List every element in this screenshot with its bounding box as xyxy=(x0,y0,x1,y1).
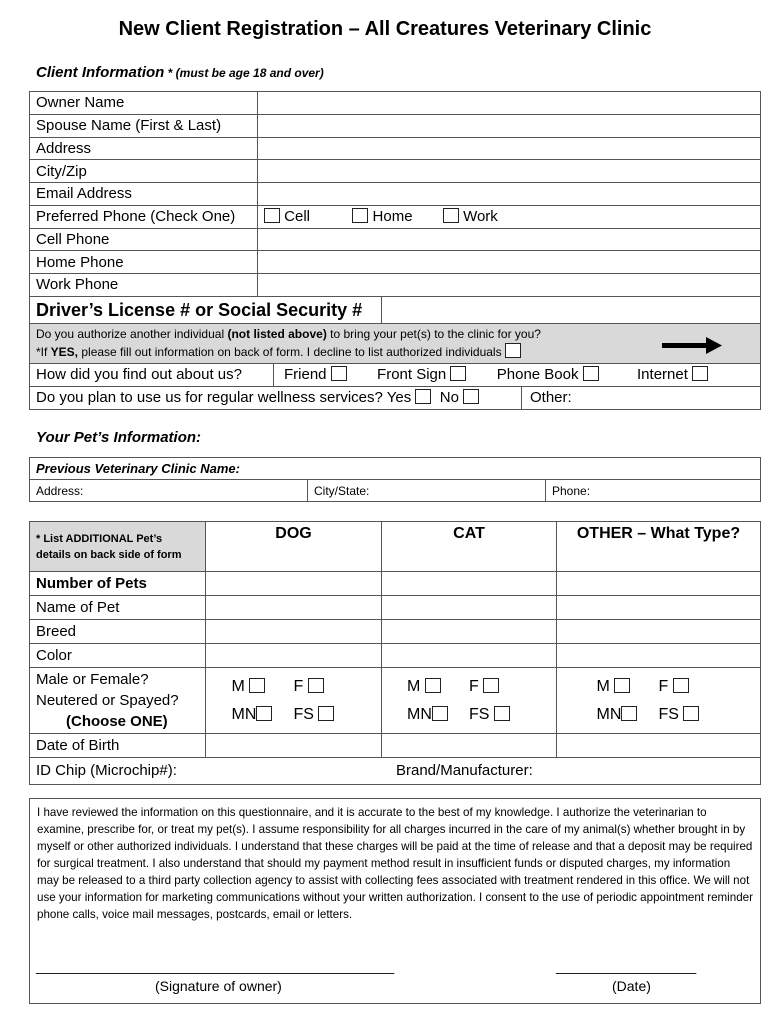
cat-color-field[interactable] xyxy=(382,644,557,668)
form-title: New Client Registration – All Creatures Veterinary Clinic xyxy=(118,18,652,40)
spouse-name-field[interactable] xyxy=(258,114,761,137)
find-us-question: How did you find out about us? xyxy=(30,364,274,386)
column-header-other: OTHER – What Type? xyxy=(557,522,761,572)
dog-name-field[interactable] xyxy=(206,596,382,620)
address-field[interactable] xyxy=(258,137,761,160)
field-label: Spouse Name (First & Last) xyxy=(30,114,258,137)
wellness-question: Do you plan to use us for regular wellness services? Yes No xyxy=(30,387,522,409)
signature-line[interactable]: ______________________________________________ xyxy=(36,958,395,974)
dog-mn-checkbox[interactable] xyxy=(256,706,272,721)
vet-phone-field[interactable]: Phone: xyxy=(546,480,761,502)
email-field[interactable] xyxy=(258,183,761,206)
home-checkbox[interactable] xyxy=(352,208,368,223)
cat-fs-checkbox[interactable] xyxy=(494,706,510,721)
table-row xyxy=(30,620,761,644)
find-us-options xyxy=(274,364,760,386)
row-label: Date of Birth xyxy=(30,734,206,758)
form-row xyxy=(30,480,761,502)
arrow-right-icon xyxy=(662,336,722,354)
other-sex-options: M F MN FS xyxy=(557,668,761,734)
signature-label: (Signature of owner) xyxy=(155,978,282,994)
dog-f-checkbox[interactable] xyxy=(308,678,324,693)
table-row xyxy=(30,596,761,620)
option-label: Cell xyxy=(284,208,311,226)
form-row xyxy=(30,363,761,386)
owner-name-field[interactable] xyxy=(258,92,761,115)
option-label: Front Sign xyxy=(377,365,447,383)
previous-vet-table xyxy=(29,457,761,502)
form-row xyxy=(30,228,761,251)
table-row xyxy=(30,644,761,668)
row-label: Number of Pets xyxy=(30,572,206,596)
vet-address-field[interactable]: Address: xyxy=(30,480,308,502)
field-label: Email Address xyxy=(30,183,258,206)
pet-section-heading: Your Pet’s Information: xyxy=(36,429,202,446)
field-label: Preferred Phone (Check One) xyxy=(30,205,258,228)
row-label: Color xyxy=(30,644,206,668)
form-row xyxy=(30,114,761,137)
other-m-checkbox[interactable] xyxy=(614,678,630,693)
authorize-text: Do you authorize another individual (not listed above) to bring your pet(s) to the clinic for you? *If YES, please fill out information on back of form. I decline to list authorized individuals xyxy=(30,323,761,363)
table-row xyxy=(30,572,761,596)
other-number-field[interactable] xyxy=(557,572,761,596)
form-row xyxy=(30,458,761,480)
cat-f-checkbox[interactable] xyxy=(483,678,499,693)
field-label: City/Zip xyxy=(30,160,258,183)
cat-m-checkbox[interactable] xyxy=(425,678,441,693)
form-row xyxy=(30,160,761,183)
field-label: Address xyxy=(30,137,258,160)
cell-checkbox[interactable] xyxy=(264,208,280,223)
cat-breed-field[interactable] xyxy=(382,620,557,644)
form-row xyxy=(30,386,761,409)
decline-checkbox[interactable] xyxy=(505,343,521,358)
table-row xyxy=(30,668,761,734)
cat-name-field[interactable] xyxy=(382,596,557,620)
friend-checkbox[interactable] xyxy=(331,366,347,381)
internet-checkbox[interactable] xyxy=(692,366,708,381)
date-label: (Date) xyxy=(612,978,651,994)
form-row xyxy=(30,92,761,115)
other-color-field[interactable] xyxy=(557,644,761,668)
pet-details-table xyxy=(29,521,761,785)
home-phone-field[interactable] xyxy=(258,251,761,274)
other-name-field[interactable] xyxy=(557,596,761,620)
form-row xyxy=(30,205,761,228)
date-line[interactable]: __________________ xyxy=(556,958,697,974)
vet-citystate-field[interactable]: City/State: xyxy=(308,480,546,502)
column-header-cat: CAT xyxy=(382,522,557,572)
option-label: Home xyxy=(372,208,413,226)
cat-sex-options: M F MN FS xyxy=(382,668,557,734)
authorize-row xyxy=(30,323,761,363)
field-label: Home Phone xyxy=(30,251,258,274)
dog-sex-options: M F MN FS xyxy=(206,668,382,734)
wellness-yes-checkbox[interactable] xyxy=(415,389,431,404)
front-sign-checkbox[interactable] xyxy=(450,366,466,381)
form-row xyxy=(30,183,761,206)
row-label: Name of Pet xyxy=(30,596,206,620)
drivers-license-label: Driver’s License # or Social Security # xyxy=(30,297,382,323)
cat-number-field[interactable] xyxy=(382,572,557,596)
additional-pets-note: * List ADDITIONAL Pet’s details on back side of form xyxy=(30,522,206,572)
other-breed-field[interactable] xyxy=(557,620,761,644)
field-label: Cell Phone xyxy=(30,228,258,251)
other-mn-checkbox[interactable] xyxy=(621,706,637,721)
work-checkbox[interactable] xyxy=(443,208,459,223)
drivers-license-field[interactable] xyxy=(382,297,760,323)
phone-book-checkbox[interactable] xyxy=(583,366,599,381)
dog-color-field[interactable] xyxy=(206,644,382,668)
dog-m-checkbox[interactable] xyxy=(249,678,265,693)
client-info-table xyxy=(29,91,761,410)
wellness-no-checkbox[interactable] xyxy=(463,389,479,404)
cat-mn-checkbox[interactable] xyxy=(432,706,448,721)
preferred-phone-options xyxy=(258,205,761,228)
option-label: Internet xyxy=(637,365,688,383)
microchip-field[interactable]: ID Chip (Microchip#): xyxy=(36,762,177,779)
row-label: Breed xyxy=(30,620,206,644)
other-dob-field[interactable] xyxy=(557,734,761,758)
sex-label: Male or Female? Neutered or Spayed? (Choose ONE) xyxy=(30,668,206,734)
prev-clinic-label[interactable]: Previous Veterinary Clinic Name: xyxy=(30,458,761,480)
dog-dob-field[interactable] xyxy=(206,734,382,758)
work-phone-field[interactable] xyxy=(258,274,761,297)
table-row xyxy=(30,758,761,785)
column-header-dog: DOG xyxy=(206,522,382,572)
form-row xyxy=(30,251,761,274)
cat-dob-field[interactable] xyxy=(382,734,557,758)
table-header-row xyxy=(30,522,761,572)
form-row xyxy=(30,137,761,160)
dog-breed-field[interactable] xyxy=(206,620,382,644)
table-row xyxy=(30,734,761,758)
option-label: Phone Book xyxy=(496,365,579,383)
option-label: Friend xyxy=(284,365,327,383)
wellness-other[interactable]: Other: xyxy=(530,388,572,406)
option-label: Work xyxy=(463,208,498,226)
client-section-heading: Client Information * (must be age 18 and over) xyxy=(36,64,324,81)
dog-fs-checkbox[interactable] xyxy=(318,706,334,721)
other-f-checkbox[interactable] xyxy=(673,678,689,693)
field-label: Owner Name xyxy=(30,92,258,115)
other-fs-checkbox[interactable] xyxy=(683,706,699,721)
consent-text: I have reviewed the information on this questionnaire, and it is accurate to the best of my knowledge. I authorize the veterinarian to examine, prescribe for, or treat my pet(s). I assume responsibility for all charges incurred in the care of my animal(s) whether brought in by myself or other authorized individuals. I understand that these charges will be paid at the time of release and that a deposit may be required for surgical treatment. I also understand that should my payment method result in insufficient funds or disputed charges, my information may be released to a third party collection agency to assist with collecting fees associated with treatment rendered in this office. We will not use your information for marketing communications without your written authorization. I consent to the use of periodic appointment reminder phone calls, voice mail messages, postcards, email or letters. xyxy=(37,806,753,921)
form-row xyxy=(30,274,761,297)
form-row xyxy=(30,296,761,323)
dog-number-field[interactable] xyxy=(206,572,382,596)
cell-phone-field[interactable] xyxy=(258,228,761,251)
field-label: Work Phone xyxy=(30,274,258,297)
city-zip-field[interactable] xyxy=(258,160,761,183)
brand-field[interactable]: Brand/Manufacturer: xyxy=(396,762,533,779)
